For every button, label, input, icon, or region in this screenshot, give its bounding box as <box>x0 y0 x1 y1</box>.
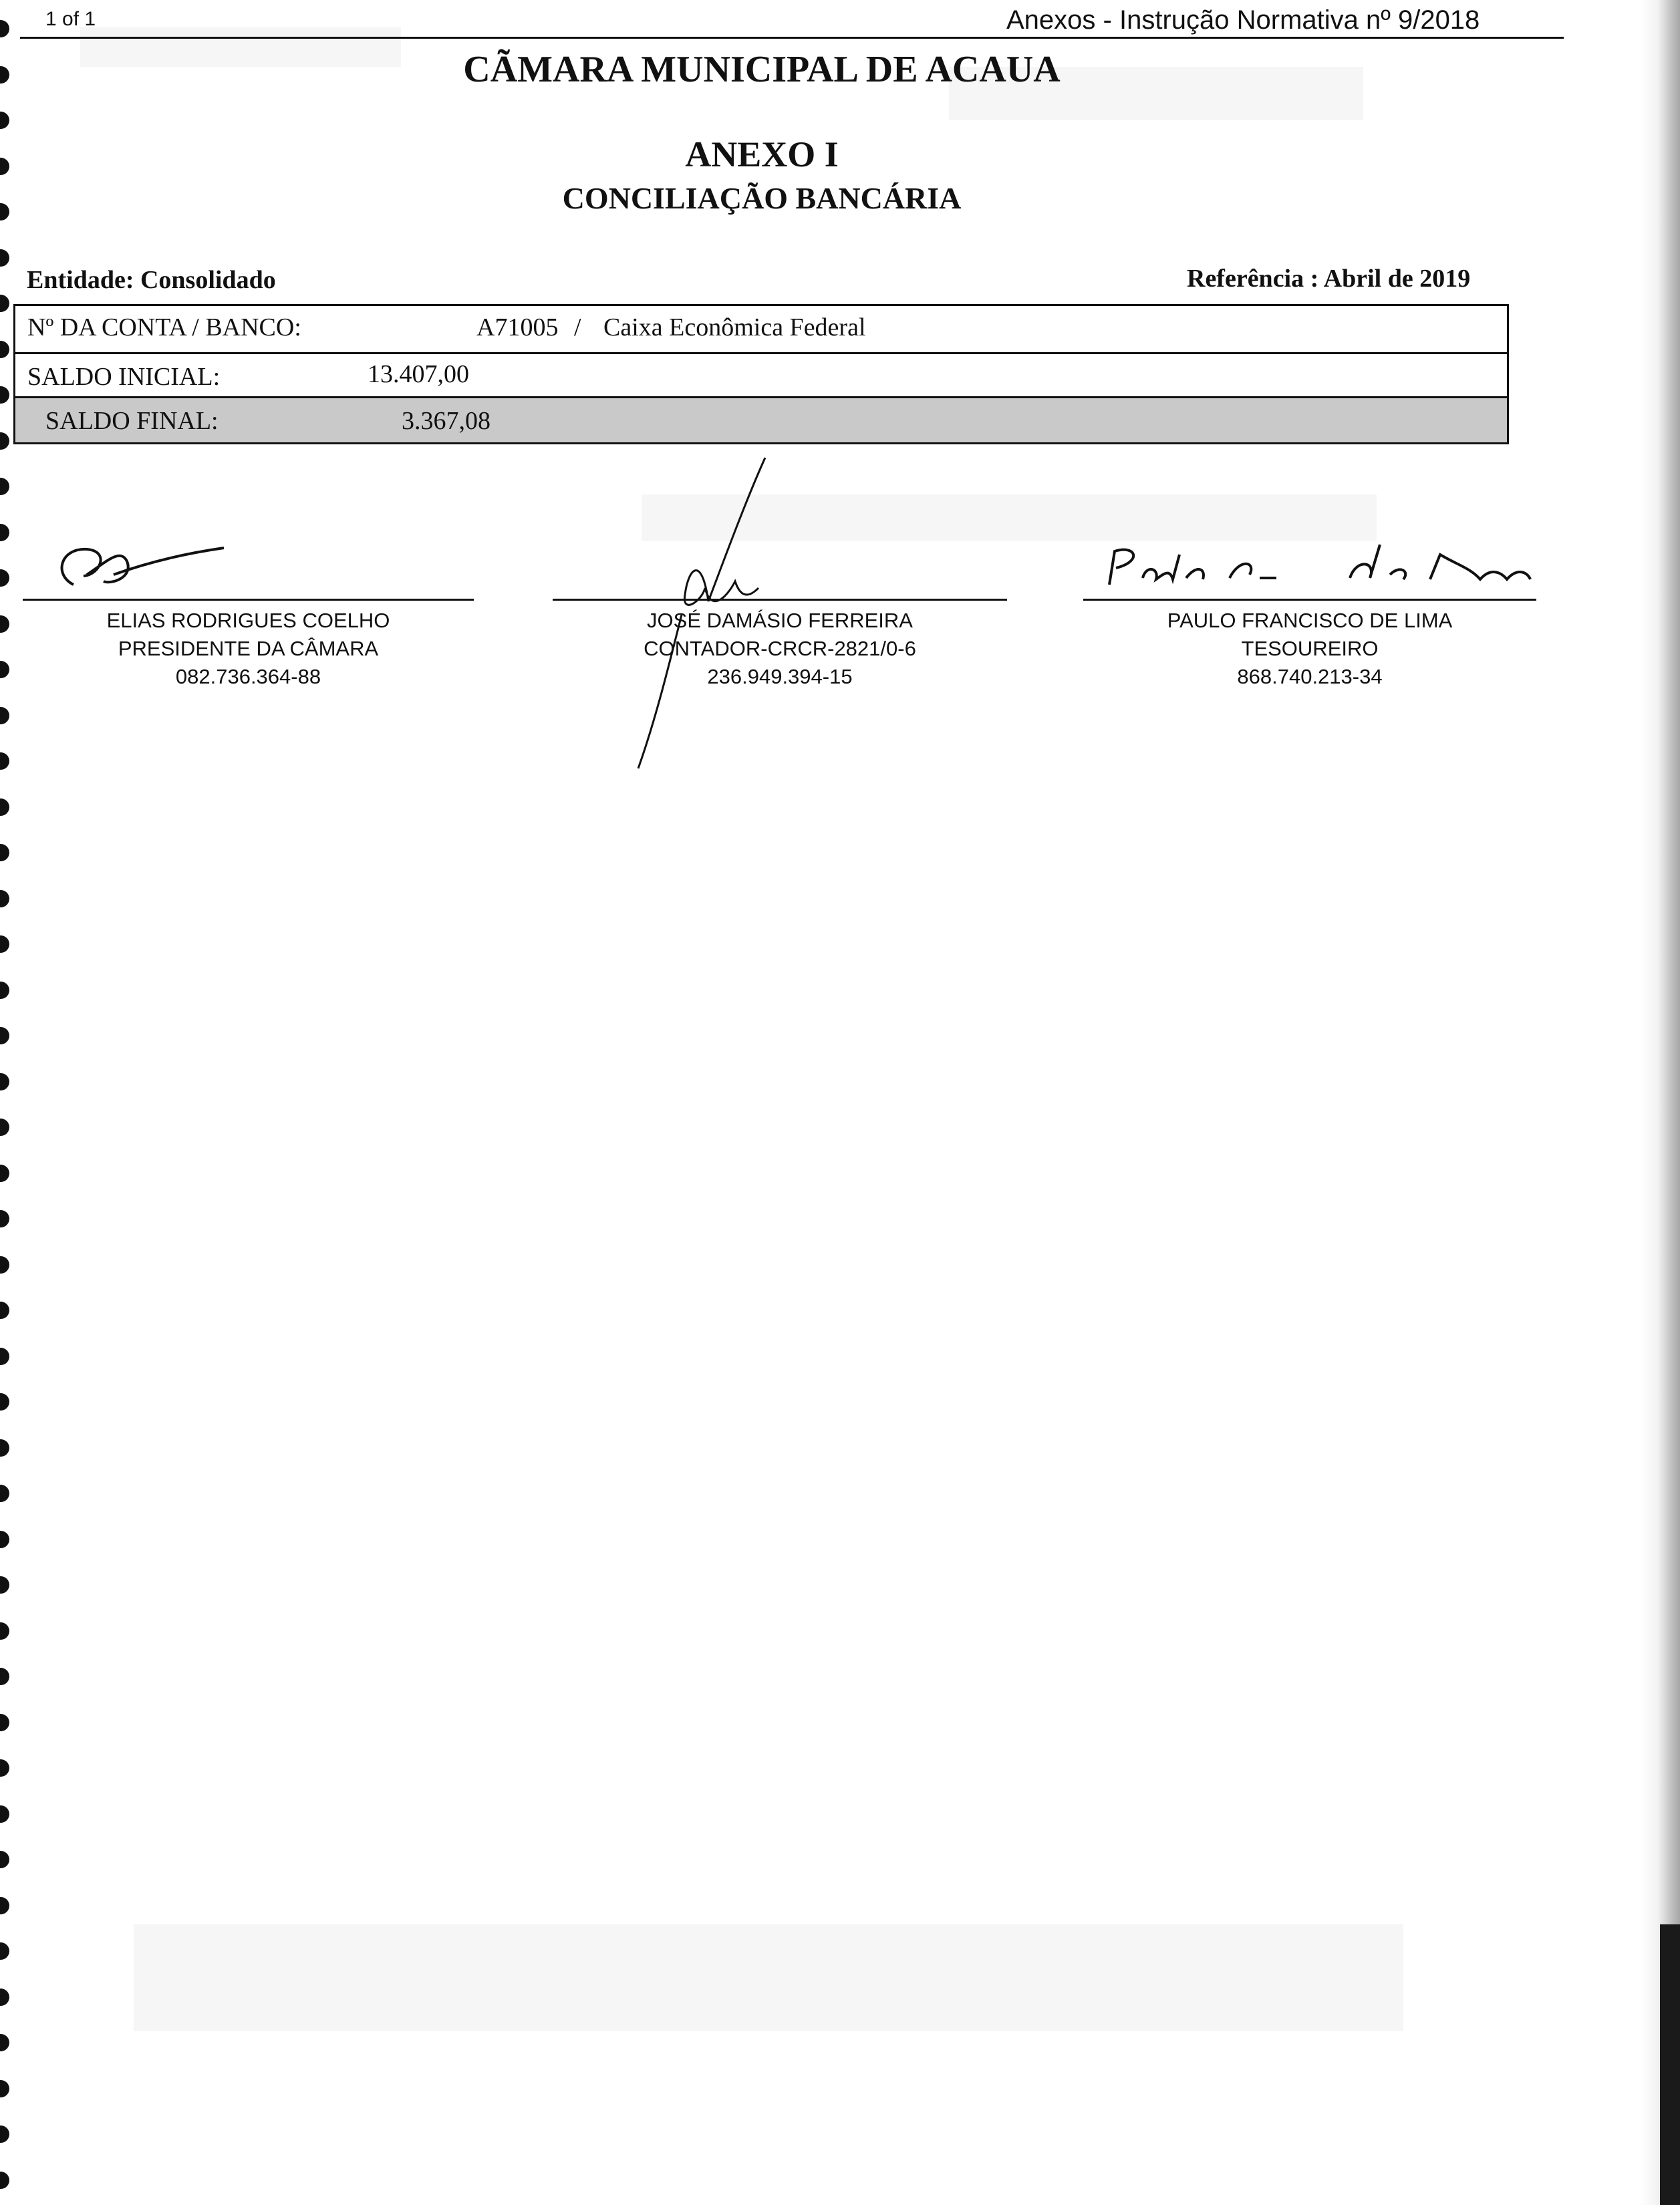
reconciliation-table <box>13 304 1509 444</box>
binding-hole <box>0 1210 9 1227</box>
annex-title: ANEXO I <box>685 134 839 174</box>
binding-hole <box>0 1989 9 2006</box>
reference-label: Referência : Abril de 2019 <box>1187 265 1471 293</box>
binding-hole <box>0 524 9 541</box>
binding-hole <box>0 1622 9 1640</box>
signatory-name: ELIAS RODRIGUES COELHO <box>106 609 390 632</box>
binding-hole <box>0 20 9 37</box>
binding-hole <box>0 295 9 312</box>
binding-hole <box>0 1027 9 1044</box>
header-note: Anexos - Instrução Normativa nº 9/2018 <box>1006 5 1480 35</box>
account-number: A71005 <box>476 313 559 341</box>
bleed-through-mark <box>134 1924 1403 2031</box>
binding-hole <box>0 1485 9 1502</box>
header-rule <box>20 37 1564 39</box>
binding-hole <box>0 1119 9 1136</box>
binding-hole <box>0 1942 9 1960</box>
signature-line-treasurer <box>1083 599 1536 601</box>
binding-hole <box>0 341 9 358</box>
signature-line-president <box>23 599 474 601</box>
final-balance-value: 3.367,08 <box>402 407 491 435</box>
binding-hole <box>0 1759 9 1777</box>
binding-hole <box>0 569 9 587</box>
binding-hole <box>0 1439 9 1457</box>
binding-hole <box>0 1668 9 1685</box>
binding-hole <box>0 844 9 861</box>
binding-hole <box>0 1531 9 1548</box>
binding-hole <box>0 478 9 495</box>
binding-hole <box>0 1256 9 1274</box>
account-label: Nº DA CONTA / BANCO: <box>27 313 301 341</box>
binding-hole <box>0 1714 9 1731</box>
binding-hole <box>0 1805 9 1823</box>
signatory-accountant <box>553 607 1007 691</box>
final-balance-label: SALDO FINAL: <box>45 407 219 435</box>
binding-hole <box>0 112 9 129</box>
account-row <box>15 306 1507 354</box>
binding-hole <box>0 661 9 678</box>
bank-name: Caixa Econômica Federal <box>603 313 866 341</box>
signatory-role: TESOUREIRO <box>1241 637 1379 660</box>
signatory-name: PAULO FRANCISCO DE LIMA <box>1167 609 1453 632</box>
binding-hole <box>0 1393 9 1411</box>
signatory-role: CONTADOR-CRCR-2821/0-6 <box>644 637 916 660</box>
signature-mark-president <box>47 535 247 601</box>
initial-balance-label: SALDO INICIAL: <box>27 363 221 391</box>
binding-hole <box>0 935 9 953</box>
signatory-name: JOSÉ DAMÁSIO FERREIRA <box>647 609 913 632</box>
document-subtitle: CONCILIAÇÃO BANCÁRIA <box>562 181 962 215</box>
binding-hole <box>0 798 9 816</box>
binding-hole <box>0 2125 9 2143</box>
binding-hole <box>0 1165 9 1182</box>
binding-hole <box>0 615 9 633</box>
signatory-id: 868.740.213-34 <box>1237 665 1383 688</box>
binding-hole <box>0 1073 9 1090</box>
signature-mark-treasurer <box>1096 538 1537 605</box>
signature-line-accountant <box>553 599 1007 601</box>
initial-balance-row <box>15 354 1507 398</box>
binding-hole <box>0 1851 9 1868</box>
binding-hole <box>0 2034 9 2051</box>
binding-hole <box>0 432 9 450</box>
binding-hole <box>0 2080 9 2097</box>
binding-hole <box>0 707 9 724</box>
binding-hole <box>0 1576 9 1594</box>
initial-balance-value: 13.407,00 <box>368 360 469 388</box>
page-title: CÃMARA MUNICIPAL DE ACAUA <box>463 49 1061 90</box>
signatory-treasurer <box>1083 607 1536 691</box>
signatory-president <box>23 607 474 691</box>
binding-hole <box>0 1302 9 1319</box>
signatory-role: PRESIDENTE DA CÂMARA <box>118 637 379 660</box>
page-edge-shadow <box>1640 0 1680 2205</box>
account-separator: / <box>574 313 581 341</box>
signatory-id: 236.949.394-15 <box>707 665 853 688</box>
binding-hole <box>0 982 9 999</box>
signatory-id: 082.736.364-88 <box>175 665 321 688</box>
binding-hole <box>0 2172 9 2189</box>
binding-hole <box>0 890 9 907</box>
final-balance-row <box>15 398 1507 442</box>
binding-hole <box>0 386 9 404</box>
binding-hole <box>0 752 9 770</box>
spiral-binding <box>0 13 15 2205</box>
page-counter: 1 of 1 <box>45 8 96 30</box>
entity-label: Entidade: Consolidado <box>27 266 276 294</box>
binding-hole <box>0 1348 9 1365</box>
page-edge-dark <box>1660 1924 1680 2205</box>
binding-hole <box>0 249 9 267</box>
binding-hole <box>0 1897 9 1914</box>
